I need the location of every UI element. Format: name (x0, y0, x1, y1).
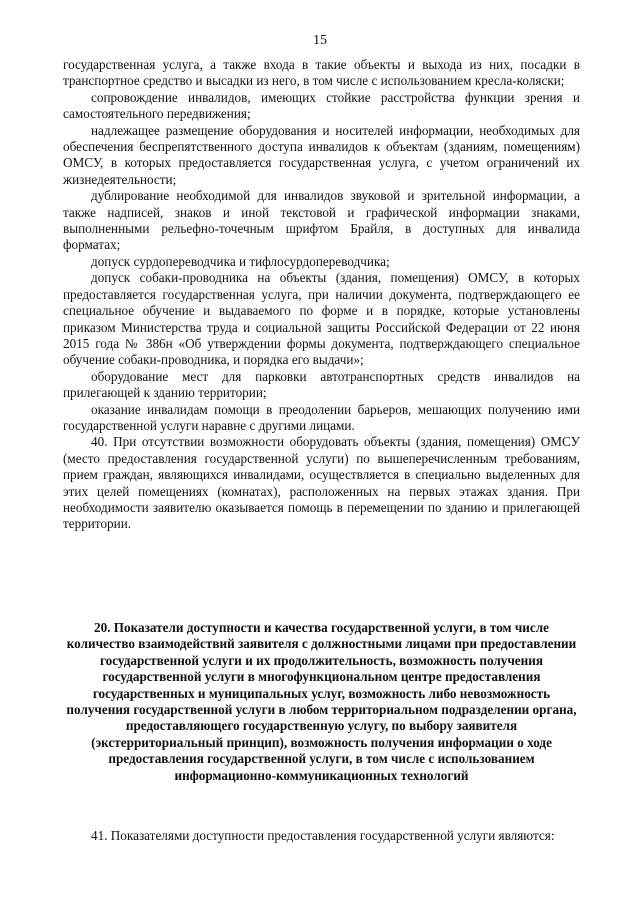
body-text-continued (63, 828, 580, 844)
paragraph: дублирование необходимой для инвалидов звуковой и зрительной информации, а также надписей, знаков и иной текстовой и графической информации знаками, выполненными рельефно-точечным шрифтом Брайля, в доступных для инвалида форматах; (63, 188, 580, 253)
paragraph: 41. Показателями доступности предоставления государственной услуги являются: (91, 828, 555, 843)
section-heading: 20. Показатели доступности и качества государственной услуги, в том числе количество взаимодействий заявителя с должностными лицами при предоставлении государственной услуги и их продолжительность, возможность получения государственной услуги в многофункциональном центре предоставления государственных и муниципальных услуг, возможность либо невозможность получения государственной услуги в любом территориальном подразделении органа, предоставляющего государственную услугу, по выбору заявителя (экстерриториальный принцип), возможность получения информации о ходе предоставления государственной услуги, в том числе с использованием информационно-коммуникационных технологий (66, 620, 577, 783)
paragraph: надлежащее размещение оборудования и носителей информации, необходимых для обеспечения беспрепятственного доступа инвалидов к объектам (зданиям, помещениям) ОМСУ, в которых предоставляется государственная услуга, с учетом ограничений их жизнедеятельности; (63, 122, 580, 187)
paragraph: оборудование мест для парковки автотранспортных средств инвалидов на прилегающей к зданию территории; (63, 368, 580, 401)
paragraph: 40. При отсутствии возможности оборудовать объекты (здания, помещения) ОМСУ (место предоставления государственной услуги) по вышеперечисленным требованиям, прием граждан, являющихся инвалидами, осуществляется в специально выделенных для этих целей помещениях (комнатах), расположенных на первых этажах здания. При необходимости заявителю оказывается помощь в перемещении по зданию и прилегающей территории. (63, 434, 580, 532)
paragraph: сопровождение инвалидов, имеющих стойкие расстройства функции зрения и самостоятельного передвижения; (63, 89, 580, 122)
paragraph: допуск сурдопереводчика и тифлосурдопереводчика; (91, 253, 390, 269)
body-text (63, 57, 580, 533)
paragraph: допуск собаки-проводника на объекты (здания, помещения) ОМСУ, в которых предоставляется государственная услуга, при наличии документа, подтверждающего ее специальное обучение и выдаваемого по форме и в порядке, которые установлены приказом Министерства труда и социальной защиты Российской Федерации от 22 июня 2015 года № 386н «Об утверждении формы документа, подтверждающего специальное обучение собаки-проводника, и порядка его выдачи»; (63, 270, 580, 368)
paragraph: оказание инвалидам помощи в преодолении барьеров, мешающих получению ими государственной услуги наравне с другими лицами. (63, 401, 580, 433)
page-number: 15 (313, 33, 327, 48)
paragraph: государственная услуга, а также входа в такие объекты и выхода из них, посадки в транспортное средство и высадки из него, в том числе с использованием кресла-коляски; (63, 57, 580, 89)
